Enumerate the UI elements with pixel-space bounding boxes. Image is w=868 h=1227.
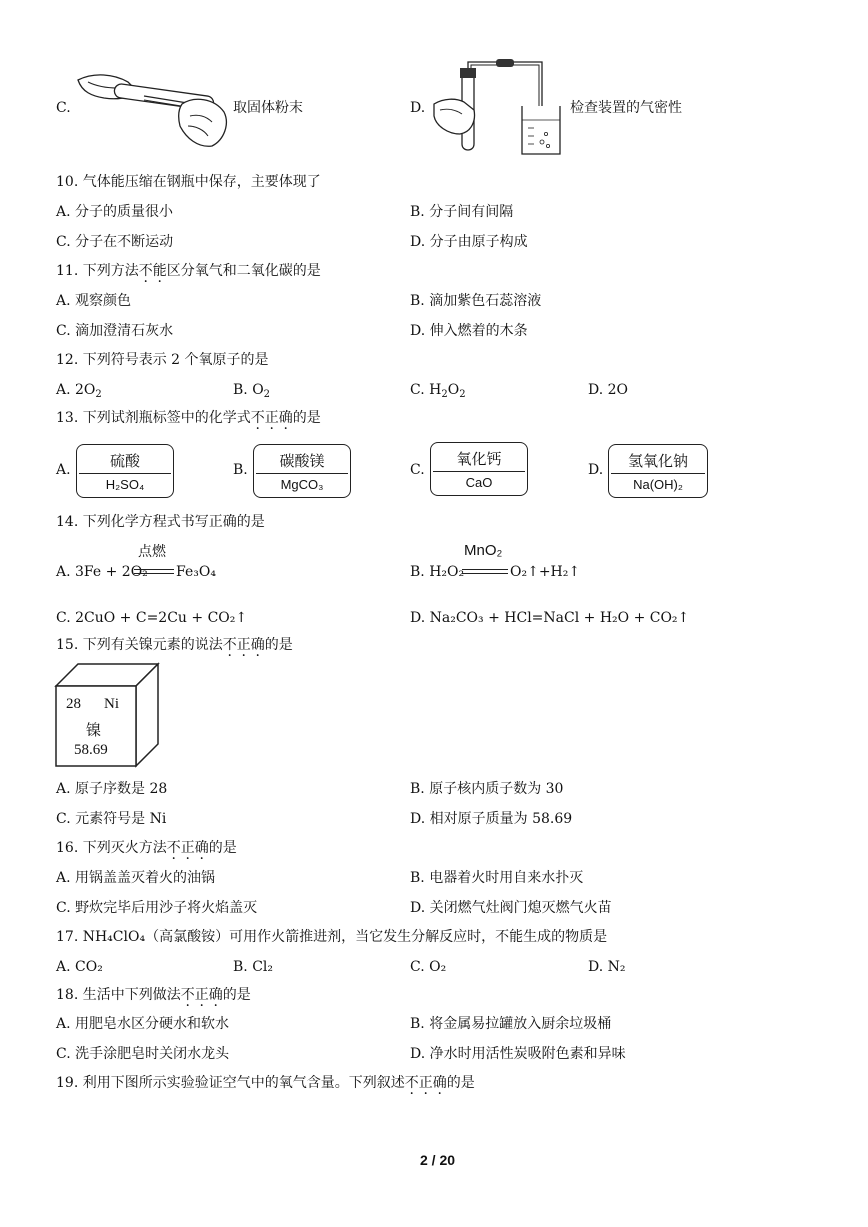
q9-option-c-text: 取固体粉末 <box>233 100 303 116</box>
q9-option-c-letter: C. <box>56 100 71 116</box>
emphasis-char: 确 <box>194 840 209 856</box>
q17-stem: 17. NH₄ClO₄（高氯酸铵）可用作火箭推进剂，当它发生分解反应时，不能生成的物质是 <box>56 929 608 945</box>
q12-a-sub: 2 <box>95 389 102 400</box>
q11-stem <box>56 261 321 281</box>
airtightness-check-figure <box>430 58 566 158</box>
q13-option-c-letter: C. <box>410 462 425 478</box>
q11-option-c: C. 滴加澄清石灰水 <box>56 323 174 339</box>
q13-option-d-letter: D. <box>588 462 604 478</box>
q11-stem-post: 区分氧气和二氧化碳的是 <box>166 263 321 279</box>
q18-stem-pre: 18. 生活中下列做法 <box>56 987 181 1003</box>
q14-stem: 14. 下列化学方程式书写正确的是 <box>56 514 265 530</box>
q13-label-c <box>430 442 528 496</box>
powder-sampling-figure <box>74 68 230 150</box>
label-formula: Na(OH)₂ <box>633 477 683 492</box>
label-formula: MgCO₃ <box>280 477 324 492</box>
q16-option-c: C. 野炊完毕后用沙子将火焰盖灭 <box>56 900 258 916</box>
q18-option-a: A. 用肥皂水区分硬水和软水 <box>56 1016 230 1032</box>
q13-option-b-letter: B. <box>233 462 248 478</box>
q14-option-d: D. Na₂CO₃ + HCl=NaCl + H₂O + CO₂↑ <box>410 610 690 626</box>
emphasis-char: 不 <box>166 840 181 856</box>
q17-option-b: B. Cl₂ <box>233 959 273 975</box>
emphasis-char: 正 <box>418 1075 433 1091</box>
q15-option-a: A. 原子序数是 28 <box>56 781 168 797</box>
q13-stem-post: 的是 <box>292 410 321 426</box>
emphasis-char: 确 <box>278 410 293 426</box>
q16-option-d: D. 关闭燃气灶阀门熄灭燃气火苗 <box>410 900 612 916</box>
nickel-name: 镍 <box>86 721 102 739</box>
q13-stem-pre: 13. 下列试剂瓶标签中的化学式 <box>56 410 251 426</box>
q12-stem: 12. 下列符号表示 2 个氧原子的是 <box>56 352 269 368</box>
q14-option-c: C. 2CuO + C=2Cu + CO₂↑ <box>56 610 248 626</box>
emphasis-char: 正 <box>264 410 279 426</box>
q19-stem-pre: 19. 利用下图所示实验验证空气中的氧气含量。下列叙述 <box>56 1075 405 1091</box>
label-formula: H₂SO₄ <box>105 477 145 492</box>
q11-option-a: A. 观察颜色 <box>56 293 132 309</box>
q11-option-d: D. 伸入燃着的木条 <box>410 323 528 339</box>
q18-option-d: D. 净水时用活性炭吸附色素和异味 <box>410 1046 626 1062</box>
q14-a-equals-bottom <box>134 573 174 574</box>
q11-stem-pre: 11. 下列方法 <box>56 263 139 279</box>
q19-stem <box>56 1073 475 1093</box>
q14-a-condition: 点燃 <box>138 544 166 560</box>
q13-stem <box>56 408 321 428</box>
q13-label-d <box>608 444 708 498</box>
q10-option-c: C. 分子在不断运动 <box>56 234 174 250</box>
q12-c-text2: O <box>447 382 460 398</box>
q10-stem: 10. 气体能压缩在钢瓶中保存，主要体现了 <box>56 174 321 190</box>
q12-option-c <box>410 380 466 405</box>
q18-stem <box>56 985 251 1005</box>
q12-c-sub1: 2 <box>441 389 448 400</box>
q12-b-sub: 2 <box>263 389 271 400</box>
q15-stem-post: 的是 <box>264 637 293 653</box>
q9-option-d-letter: D. <box>410 100 426 116</box>
q10-option-d: D. 分子由原子构成 <box>410 234 528 250</box>
q16-option-b: B. 电器着火时用自来水扑灭 <box>410 870 584 886</box>
emphasis-char: 不 <box>222 637 237 653</box>
q15-option-b: B. 原子核内质子数为 30 <box>410 781 564 797</box>
q17-option-c: C. O₂ <box>410 959 447 975</box>
emphasis-char: 正 <box>180 840 195 856</box>
q18-option-c: C. 洗手涂肥皂时关闭水龙头 <box>56 1046 230 1062</box>
q13-option-a-letter: A. <box>56 462 71 478</box>
emphasis-char: 不 <box>180 987 195 1003</box>
q14-option-a-left: A. 3Fe + 2O₂ <box>56 564 148 580</box>
q12-option-d: D. 2O <box>588 382 629 398</box>
emphasis-char: 不 <box>404 1075 419 1091</box>
emphasis-char: 正 <box>236 637 251 653</box>
q18-stem-post: 的是 <box>222 987 251 1003</box>
label-formula: CaO <box>465 475 493 490</box>
q14-b-equals-bottom <box>462 573 508 574</box>
emphasis-char: 不 <box>138 263 153 279</box>
q12-option-b <box>233 380 270 405</box>
q15-stem <box>56 635 293 655</box>
page-number: 2 / 20 <box>420 1152 456 1168</box>
q13-label-a <box>76 444 174 498</box>
q13-label-b <box>253 444 351 498</box>
q14-option-a-right: Fe₃O₄ <box>176 564 216 580</box>
label-name: 硫酸 <box>79 450 172 474</box>
q10-option-b: B. 分子间有间隔 <box>410 204 514 220</box>
emphasis-char: 能 <box>152 263 167 279</box>
label-name: 氧化钙 <box>433 448 526 472</box>
q14-option-b-right: O₂↑+H₂↑ <box>510 564 581 580</box>
q14-option-b-left: B. H₂O₂ <box>410 564 465 580</box>
q9-option-d-text: 检查装置的气密性 <box>570 100 682 116</box>
emphasis-char: 确 <box>250 637 265 653</box>
nickel-atomic-mass: 58.69 <box>74 742 108 758</box>
q12-c-sub2: 2 <box>459 389 466 400</box>
q12-option-a <box>56 380 102 405</box>
q14-b-condition: MnO₂ <box>464 542 503 559</box>
q19-stem-post: 的是 <box>446 1075 475 1091</box>
nickel-atomic-number: 28 <box>66 696 81 712</box>
q16-stem-post: 的是 <box>208 840 237 856</box>
q14-a-equals-top <box>134 569 174 570</box>
q16-stem <box>56 838 237 858</box>
emphasis-char: 正 <box>194 987 209 1003</box>
q16-stem-pre: 16. 下列灭火方法 <box>56 840 167 856</box>
q14-b-equals-top <box>462 569 508 570</box>
q15-option-d: D. 相对原子质量为 58.69 <box>410 811 573 827</box>
q12-b-text: B. O <box>233 382 264 398</box>
q10-option-a: A. 分子的质量很小 <box>56 204 174 220</box>
label-name: 碳酸镁 <box>256 450 349 474</box>
q15-option-c: C. 元素符号是 Ni <box>56 811 167 827</box>
q15-stem-pre: 15. 下列有关镍元素的说法 <box>56 637 223 653</box>
nickel-symbol: Ni <box>104 696 119 712</box>
q11-option-b: B. 滴加紫色石蕊溶液 <box>410 293 542 309</box>
q18-option-b: B. 将金属易拉罐放入厨余垃圾桶 <box>410 1016 612 1032</box>
q16-option-a: A. 用锅盖盖灭着火的油锅 <box>56 870 216 886</box>
q12-c-text1: C. H <box>410 382 442 398</box>
q12-a-text: A. 2O <box>56 382 96 398</box>
emphasis-char: 不 <box>250 410 265 426</box>
emphasis-char: 确 <box>208 987 223 1003</box>
q17-option-d: D. N₂ <box>588 959 626 975</box>
label-name: 氢氧化钠 <box>611 450 705 474</box>
emphasis-char: 确 <box>432 1075 447 1091</box>
q17-option-a: A. CO₂ <box>56 959 103 975</box>
